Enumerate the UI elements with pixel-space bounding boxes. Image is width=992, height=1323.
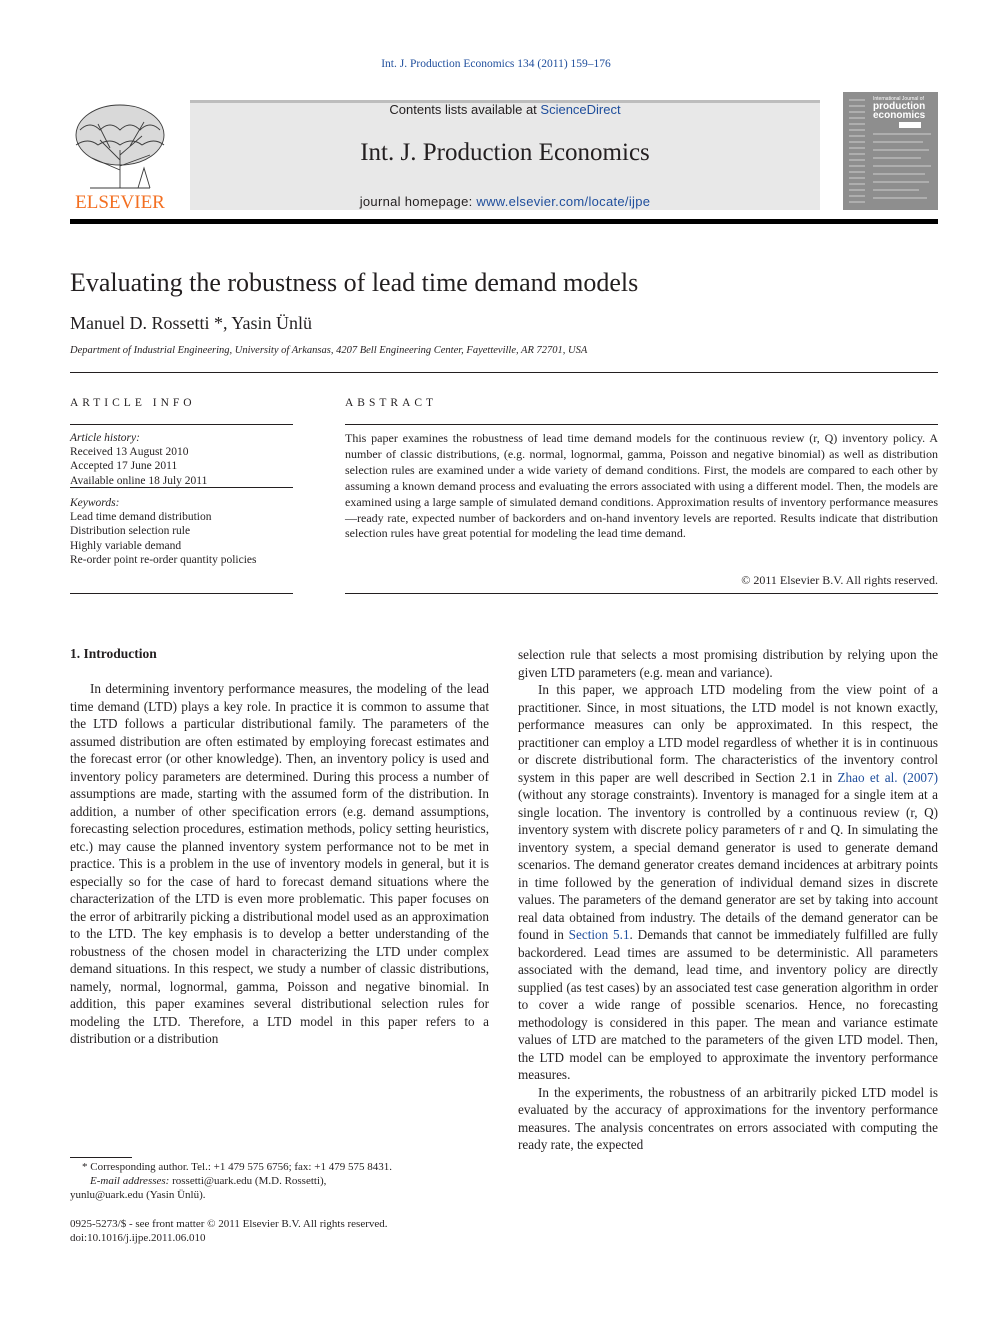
author-affiliation: Department of Industrial Engineering, University of Arkansas, 4207 Bell Engineering Center, Fayetteville, AR 72701, USA	[70, 345, 588, 356]
history-label: Article history:	[70, 432, 140, 444]
masthead-rule	[70, 219, 938, 224]
abstract-copyright: © 2011 Elsevier B.V. All rights reserved.	[741, 573, 938, 587]
front-matter-info	[70, 1217, 500, 1245]
elsevier-wordmark: ELSEVIER	[75, 192, 165, 210]
journal-cover-thumbnail	[843, 92, 938, 210]
history-online: Available online 18 July 2011	[70, 474, 208, 487]
email-unlu[interactable]: yunlu@uark.edu (Yasin Ünlü).	[70, 1189, 206, 1202]
paragraph: In determining inventory performance measures, the modeling of the lead time demand (LTD) plays a key role. In practice it is common to assume that the LTD follows a particular distributional family. The parameters of the assumed distribution are often estimated by employing forecast estimates and the forecast error (or other knowledge). Then, an inventory policy is used and inventory policy parameters are determined. During this process a number of assumptions are made, starting with the assumed form of the distribution. In addition, a number of other specification errors (e.g. demand assumptions, forecasting selection procedures, estimation methods, policy setting heuristics, etc.) may cause the planned inventory system performance not to be met in practice. This is a problem in the use of inventory models in general, but it is especially so for the case of hard to forecast demand situations where the characterization of the LTD is even more problematic. This paper focuses on the error of arbitrarily picking a distributional model used as an approximation to the LTD. The key emphasis is to develop a better understanding of the robustness of the chosen model in characterizing the LTD under complex demand situations. In this respect, we study a number of classic distributions, namely, normal, lognormal, gamma, Poisson and negative binomial. In addition, this paper examines several distributional selection rules for modeling the LTD. Therefore, a LTD model in this paper refers to a distribution or a distribution	[70, 681, 489, 1046]
keywords-rule	[70, 593, 293, 594]
article-title: Evaluating the robustness of lead time demand models	[70, 268, 639, 297]
keyword-item: Lead time demand distribution	[70, 511, 212, 524]
homepage-link[interactable]: www.elsevier.com/locate/ijpe	[476, 194, 651, 209]
keywords-label: Keywords:	[70, 497, 120, 509]
journal-citation[interactable]: Int. J. Production Economics 134 (2011) 159–176	[381, 58, 611, 70]
abstract-rule	[345, 424, 938, 425]
cover-title-line1: production	[873, 101, 926, 112]
citation-link-zhao[interactable]: Zhao et al. (2007)	[837, 769, 938, 785]
journal-title: Int. J. Production Economics	[360, 139, 650, 166]
article-info-rule	[70, 424, 293, 425]
homepage-prefix: journal homepage:	[359, 194, 477, 209]
section-heading-introduction: 1. Introduction	[70, 646, 157, 661]
article-info-heading: ARTICLE INFO	[70, 397, 196, 409]
cover-small-title: International Journal of	[873, 96, 924, 102]
abstract-bottom-rule	[345, 593, 938, 594]
corresponding-author-note: * Corresponding author. Tel.: +1 479 575 6756; fax: +1 479 575 8431.	[82, 1161, 392, 1173]
cover-texture	[843, 92, 938, 210]
issn-line: 0925-5273/$ - see front matter © 2011 Elsevier B.V. All rights reserved.	[70, 1218, 388, 1230]
paragraph-text: . Demands that cannot be immediately fulfilled are fully backordered. Lead times are assumed to be deterministic. All parameters associated with the demand, lead time, and inventory policy are directly supplied (as test cases) by an associated test case generation algorithm in order to cover a wide range of possible scenarios. Hence, no forecasting methodology is considered in this paper. The mean and variance estimate values of LTD are matched to the parameters of the given LTD model. Then, the LTD model can be employed to approximate the inventory performance measures.	[518, 927, 938, 1082]
keywords-list	[70, 496, 293, 567]
paragraph-text: In this paper, we approach LTD modeling from the view point of a practitioner. Since, in most situations, the LTD model is not known exactly, performance measures can only be approximated. In this respect, the practitioner can employ a LTD model regardless of whether it is in continuous or discrete distributional form. The characteristics of the inventory control system in this paper are well described in Section 2.1 in	[518, 682, 938, 785]
tree-icon	[70, 100, 170, 210]
elsevier-logo	[70, 100, 170, 210]
keyword-item: Highly variable demand	[70, 539, 182, 552]
keyword-item: Re-order point re-order quantity policies	[70, 553, 257, 566]
title-rule	[70, 372, 938, 373]
history-rule	[70, 487, 293, 488]
history-accepted: Accepted 17 June 2011	[70, 460, 178, 473]
article-authors: Manuel D. Rossetti *, Yasin Ünlü	[70, 313, 313, 333]
sciencedirect-link[interactable]: ScienceDirect	[540, 102, 621, 117]
footnote-rule	[70, 1157, 132, 1158]
email-label: E-mail addresses:	[90, 1175, 170, 1188]
paragraph: In the experiments, the robustness of an arbitrarily picked LTD model is evaluated by the accuracy of approximations for the inventory performance measures. The analysis concentrates on errors associated with computing the ready rate, the expected	[518, 1084, 938, 1152]
section-link-5-1[interactable]: Section 5.1	[568, 927, 630, 942]
contents-prefix: Contents lists available at	[389, 102, 541, 117]
contents-line	[190, 102, 820, 117]
doi-line[interactable]: doi:10.1016/j.ijpe.2011.06.010	[70, 1232, 206, 1245]
article-history	[70, 431, 293, 488]
homepage-line	[190, 194, 820, 209]
paragraph	[518, 681, 938, 1084]
abstract-heading: ABSTRACT	[345, 397, 438, 409]
paragraph-text: (without any storage constraints). Inventory is managed for a single item at a single location. The inventory is controlled by a continuous review (r, Q) inventory system with discrete policy parameters of r and Q. In simulating the inventory system, a special demand generator is used to generate demand scenarios. The demand generator creates demand incidences at arbitrary points in time followed by the generation of individual demand sizes in discrete values. The parameters of the demand generator are set by taking into account real data obtained from industry. The details of the demand generator can be found in	[518, 787, 938, 942]
abstract-text: This paper examines the robustness of lead time demand models for the continuous review (r, Q) inventory policy. A number of classic distributions, (e.g. normal, lognormal, gamma, Poisson and negative binomial) as well as distribution selection rules are examined under a wide variety of demand conditions. First, the models are compared to each other by assuming a known demand process and evaluating the errors associated with using a different model. Then, the models are examined using a large sample of simulated demand conditions. Approximation results of inventory performance measures—ready rate, expected number of backorders and on-hand inventory levels are reported. Results indicate that distribution selection rules have great potential for modeling the lead time demand.	[345, 431, 938, 541]
email-rossetti[interactable]: rossetti@uark.edu (M.D. Rossetti),	[169, 1175, 327, 1188]
body-column-right	[518, 646, 938, 1154]
body-column-left	[70, 680, 489, 1048]
history-received: Received 13 August 2010	[70, 446, 189, 459]
footnotes	[70, 1160, 500, 1203]
paragraph: selection rule that selects a most promising distribution by relying upon the given LTD parameters (e.g. mean and variance).	[518, 647, 938, 680]
cover-title-line2: economics	[873, 110, 926, 121]
keyword-item: Distribution selection rule	[70, 525, 191, 538]
email-line	[70, 1174, 500, 1188]
